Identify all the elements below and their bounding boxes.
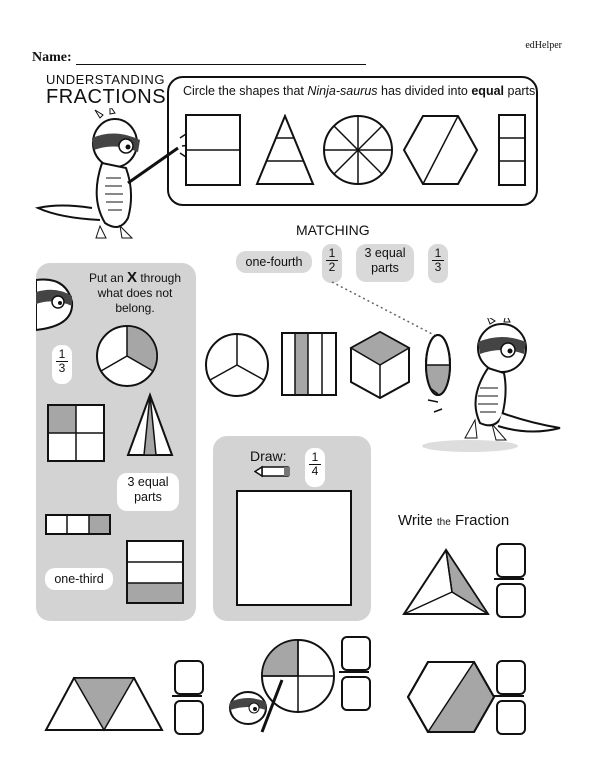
- triangle-fraction-shape: [402, 548, 490, 618]
- rectangle-thirds-strip-shape[interactable]: [46, 515, 110, 534]
- top-shapes-row: [185, 114, 530, 186]
- match-one-third[interactable]: $\frac{1}{3}$: [428, 244, 448, 283]
- hexagon-halves-shape[interactable]: [404, 116, 477, 184]
- ninja-dinosaur-peek: [36, 276, 78, 332]
- draw-label: Draw:: [250, 448, 287, 464]
- match-three-equal-parts[interactable]: 3 equal parts: [356, 244, 414, 282]
- match-one-fourth[interactable]: one-fourth: [236, 251, 312, 273]
- title-line1: UNDERSTANDING: [46, 72, 165, 87]
- circle-fraction-with-dino: [222, 636, 342, 736]
- answer-denominator-2[interactable]: [174, 700, 204, 735]
- instruction-text: Circle the shapes that Ninja-saurus has divided into equal parts.: [183, 84, 539, 98]
- answer-denominator-3[interactable]: [341, 676, 371, 711]
- fraction-bar-2: [172, 695, 202, 697]
- answer-numerator-2[interactable]: [174, 660, 204, 695]
- draw-fraction-one-fourth: $\frac{1}{4}$: [305, 448, 325, 487]
- answer-numerator-1[interactable]: [496, 543, 526, 578]
- title-line2: FRACTIONS: [46, 86, 167, 108]
- rectangle-thirds-shape[interactable]: [499, 115, 525, 185]
- rectangle-thirds-tall-shape[interactable]: [127, 541, 183, 603]
- match-one-half[interactable]: $\frac{1}{2}$: [322, 244, 342, 283]
- answer-denominator-1[interactable]: [496, 583, 526, 618]
- square-halves-shape[interactable]: [186, 115, 240, 185]
- fraction-bar-1: [494, 578, 524, 580]
- x-panel-one-third-label[interactable]: one-third: [45, 568, 113, 590]
- square-fourths-shaded-shape[interactable]: [48, 405, 104, 461]
- hexagon-fraction-shape: [406, 660, 496, 734]
- circle-eighths-shape[interactable]: [324, 116, 392, 184]
- trapezoid-fraction-shape: [44, 676, 164, 732]
- fraction-bar-3: [339, 671, 369, 673]
- circle-thirds-match-shape[interactable]: [206, 334, 268, 396]
- triangle-thirds-shaded-shape[interactable]: [128, 395, 172, 455]
- ninja-dinosaur-pointing: [30, 108, 190, 243]
- answer-numerator-3[interactable]: [341, 636, 371, 671]
- circle-thirds-shaded-shape[interactable]: [97, 326, 157, 386]
- draw-square-canvas[interactable]: [236, 490, 352, 606]
- write-fraction-heading: Write the Fraction: [398, 512, 510, 529]
- answer-denominator-4[interactable]: [496, 700, 526, 735]
- answer-numerator-4[interactable]: [496, 660, 526, 695]
- x-panel-fraction-one-third[interactable]: $\frac{1}{3}$: [52, 345, 72, 384]
- name-label: Name:: [32, 50, 72, 65]
- matching-heading: MATCHING: [296, 222, 370, 238]
- x-panel-instruction: Put an X through what does not belong.: [88, 269, 182, 315]
- brand-label: edHelper: [525, 40, 562, 51]
- fraction-bar-4: [494, 695, 524, 697]
- name-field[interactable]: [76, 64, 366, 65]
- rectangle-fourths-match-shape[interactable]: [282, 333, 336, 395]
- triangle-stripes-shape[interactable]: [257, 116, 313, 184]
- x-panel-three-equal-parts[interactable]: 3 equal parts: [117, 473, 179, 511]
- hexagon-thirds-match-shape[interactable]: [351, 332, 409, 398]
- pencil-icon: [254, 463, 294, 481]
- ninja-dinosaur-walking: [420, 318, 570, 453]
